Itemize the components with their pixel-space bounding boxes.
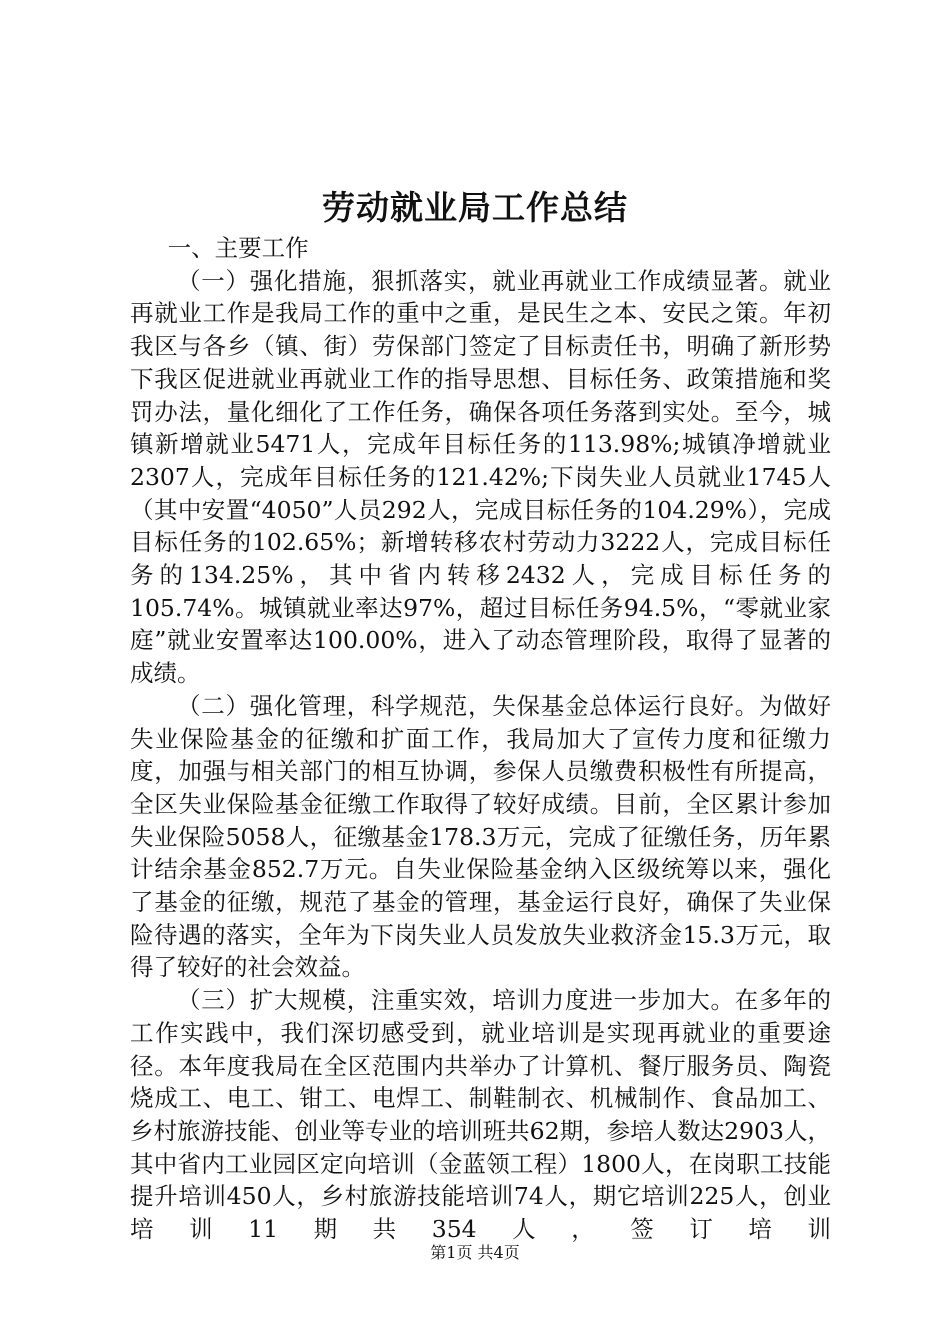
paragraph: （三）扩大规模，注重实效，培训力度进一步加大。在多年的工作实践中，我们深切感受到，就业培训是实现再就业的重要途径。本年度我局在全区范围内共举办了计算机、餐厅服务员、陶瓷烧成工、电工、钳工、电焊工、制鞋制衣、机械制作、食品加工、乡村旅游技能、创业等专业的培训班共62期，参培人数达2903人，其中省内工业园区定向培训（金蓝领工程）1800人，在岗职工技能提升培训450人，乡村旅游技能培训74人，期它培训225人，创业培训11期共354人，签订培训 xyxy=(130,986,831,1244)
paragraph: （一）强化措施，狠抓落实，就业再就业工作成绩显著。就业再就业工作是我局工作的重中之重，是民生之本、安民之策。年初我区与各乡（镇、街）劳保部门签定了目标责任书，明确了新形势下我区促进就业再就业工作的指导思想、目标任务、政策措施和奖罚办法，量化细化了工作任务，确保各项任务落到实处。至今，城镇新增就业5471人，完成年目标任务的113.98%;城镇净增就业2307人，完成年目标任务的121.42%;下岗失业人员就业1745人（其中安置“4050”人员292人，完成目标任务的104.29%），完成目标任务的102.65%；新增转移农村劳动力3222人，完成目标任务的134.25%，其中省内转移2432人，完成目标任务的105.74%。城镇就业率达97%，超过目标任务94.5%，“零就业家庭”就业安置率达100.00%，进入了动态管理阶段，取得了显著的成绩。 xyxy=(130,266,831,688)
document-title: 劳动就业局工作总结 xyxy=(322,188,628,227)
page-footer: 第1页 共4页 xyxy=(430,1243,520,1262)
section-heading: 一、主要工作 xyxy=(167,234,309,262)
document-body xyxy=(130,232,831,1246)
paragraph: （二）强化管理，科学规范，失保基金总体运行良好。为做好失业保险基金的征缴和扩面工作，我局加大了宣传力度和征缴力度，加强与相关部门的相互协调，参保人员缴费积极性有所提高，全区失业保险基金征缴工作取得了较好成绩。目前，全区累计参加失业保险5058人，征缴基金178.3万元，完成了征缴任务，历年累计结余基金852.7万元。自失业保险基金纳入区级统筹以来，强化了基金的征缴，规范了基金的管理，基金运行良好，确保了失业保险待遇的落实，全年为下岗失业人员发放失业救济金15.3万元，取得了较好的社会效益。 xyxy=(130,691,831,982)
